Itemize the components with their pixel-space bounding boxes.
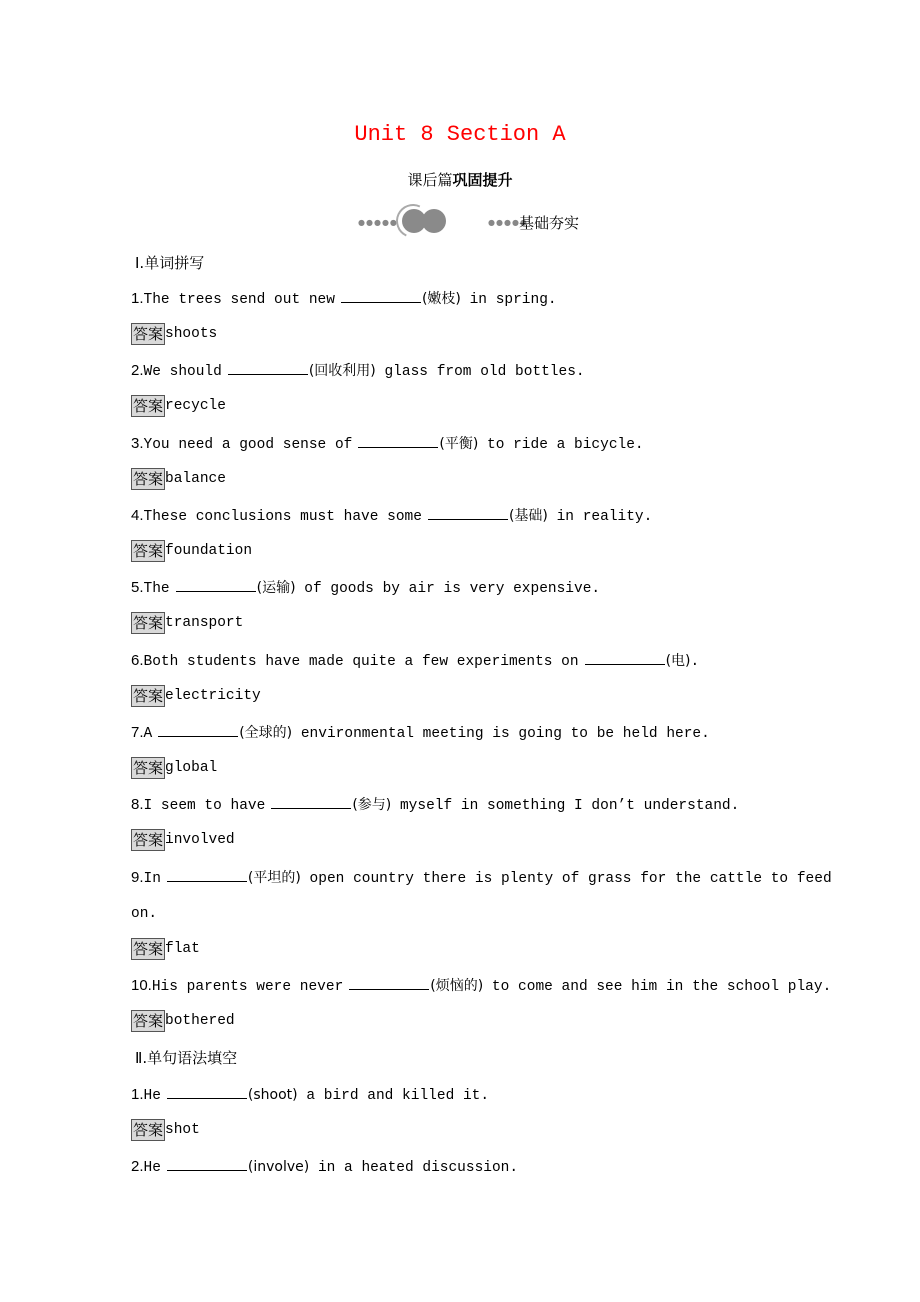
answer-label-badge[interactable]: 答案 <box>133 397 164 415</box>
answer-line <box>131 829 235 851</box>
circle-icon-right <box>422 209 446 233</box>
answer-label-badge[interactable]: 答案 <box>133 542 164 560</box>
question-number: 5. <box>131 579 144 596</box>
question-text-after: myself in something I don’t understand. <box>391 798 740 814</box>
answer-blank[interactable] <box>228 362 308 375</box>
answer-line <box>131 540 252 562</box>
dots-decoration-left: ●●●●● <box>358 218 398 227</box>
question-line <box>131 289 557 310</box>
answer-label-badge[interactable]: 答案 <box>133 1012 164 1030</box>
question-number: 1. <box>131 290 144 307</box>
answer-text: electricity <box>165 688 261 704</box>
answer-line <box>131 757 217 779</box>
answer-label-badge[interactable]: 答案 <box>133 614 164 632</box>
question-hint: (全球的) <box>239 725 293 741</box>
answer-text: global <box>165 760 218 776</box>
question-line <box>131 361 585 382</box>
question-text-before: The <box>143 581 170 597</box>
question-text-before: A <box>143 726 153 742</box>
banner-label: 基础夯实 <box>519 214 580 232</box>
answer-text: transport <box>165 615 244 631</box>
answer-label-badge[interactable]: 答案 <box>133 940 164 958</box>
question-number: 4. <box>131 507 144 524</box>
answer-line <box>131 1119 200 1141</box>
answer-line <box>131 612 243 634</box>
answer-line <box>131 685 261 707</box>
question-number: 6. <box>131 652 144 669</box>
question-hint: (回收利用) <box>308 363 376 379</box>
question-line <box>131 868 832 889</box>
question-text-before: He <box>143 1088 161 1104</box>
dots-decoration-right: ●●●●● <box>488 218 528 227</box>
question-hint: (嫩枝) <box>421 291 461 307</box>
question-text-after: to ride a bicycle. <box>478 437 644 453</box>
answer-line <box>131 395 226 417</box>
answer-text: recycle <box>165 398 226 414</box>
answer-blank[interactable] <box>341 290 421 303</box>
question-number: 1. <box>131 1086 144 1103</box>
question-line <box>131 795 739 816</box>
question-text-before: These conclusions must have some <box>143 509 422 525</box>
answer-blank[interactable] <box>167 1086 247 1099</box>
page-title: Unit 8 Section A <box>354 122 566 147</box>
section-heading-1: Ⅰ.单词拼写 <box>135 254 205 272</box>
question-hint: (基础) <box>508 508 548 524</box>
question-text-after: environmental meeting is going to be held here. <box>292 726 710 742</box>
answer-blank[interactable] <box>271 796 351 809</box>
subtitle-bold: 巩固提升 <box>452 171 513 189</box>
question-hint: (involve) <box>247 1159 310 1175</box>
answer-text: flat <box>165 941 200 957</box>
question-number: 2. <box>131 1158 144 1175</box>
question-line <box>131 976 831 997</box>
answer-text: bothered <box>165 1013 235 1029</box>
answer-blank[interactable] <box>358 435 438 448</box>
question-number: 2. <box>131 362 144 379</box>
question-hint: (运输) <box>256 580 296 596</box>
question-hint: (平坦的) <box>247 870 301 886</box>
question-text-after: glass from old bottles. <box>375 364 585 380</box>
answer-line <box>131 323 217 345</box>
answer-text: shoots <box>165 326 218 342</box>
question-line <box>131 651 699 672</box>
question-line <box>131 1157 518 1178</box>
question-hint: (平衡) <box>439 436 479 452</box>
question-number: 7. <box>131 724 144 741</box>
answer-label-badge[interactable]: 答案 <box>133 1121 164 1139</box>
question-number: 8. <box>131 796 144 813</box>
answer-label-badge[interactable]: 答案 <box>133 470 164 488</box>
answer-label-badge[interactable]: 答案 <box>133 687 164 705</box>
answer-text: foundation <box>165 543 253 559</box>
question-text-before: He <box>143 1160 161 1176</box>
question-number: 9. <box>131 869 144 886</box>
question-text-before: We should <box>143 364 222 380</box>
answer-blank[interactable] <box>428 507 508 520</box>
answer-blank[interactable] <box>349 977 429 990</box>
answer-text: involved <box>165 832 235 848</box>
answer-line <box>131 938 200 960</box>
answer-blank[interactable] <box>167 1158 247 1171</box>
question-line <box>131 578 600 599</box>
answer-blank[interactable] <box>585 652 665 665</box>
answer-line <box>131 468 226 490</box>
question-line <box>131 506 652 527</box>
subtitle-normal: 课后篇 <box>407 171 453 189</box>
question-line <box>131 434 644 455</box>
question-text-after: of goods by air is very expensive. <box>295 581 601 597</box>
question-text-before: His parents were never <box>151 979 344 995</box>
answer-blank[interactable] <box>158 724 238 737</box>
answer-text: balance <box>165 471 226 487</box>
question-text-after: in reality. <box>547 509 653 525</box>
answer-text: shot <box>165 1122 200 1138</box>
question-line-continued: on. <box>131 906 158 922</box>
section-heading-2: Ⅱ.单句语法填空 <box>135 1049 238 1067</box>
question-hint: (电) <box>665 653 691 669</box>
question-text-after: in spring. <box>460 292 557 308</box>
page-subtitle <box>0 169 920 190</box>
answer-line <box>131 1010 235 1032</box>
answer-blank[interactable] <box>167 869 247 882</box>
question-number: 10. <box>131 977 152 994</box>
answer-blank[interactable] <box>176 579 256 592</box>
answer-label-badge[interactable]: 答案 <box>133 325 164 343</box>
question-text-before: The trees send out new <box>143 292 335 308</box>
question-text-before: I seem to have <box>143 798 266 814</box>
question-line <box>131 1085 489 1106</box>
question-text-before: In <box>143 871 161 887</box>
question-number: 3. <box>131 435 144 452</box>
question-hint: (shoot) <box>247 1087 298 1103</box>
question-hint: (参与) <box>352 797 392 813</box>
question-text-after: . <box>690 654 700 670</box>
question-text-after: a bird and killed it. <box>297 1088 490 1104</box>
question-text-before: Both students have made quite a few experiments on <box>143 654 579 670</box>
section-banner <box>356 204 596 234</box>
answer-label-badge[interactable]: 答案 <box>133 759 164 777</box>
question-line <box>131 723 710 744</box>
question-text-after: to come and see him in the school play. <box>483 979 832 995</box>
question-text-after: open country there is plenty of grass for the cattle to feed <box>300 871 832 887</box>
answer-label-badge[interactable]: 答案 <box>133 831 164 849</box>
question-text-after: in a heated discussion. <box>309 1160 519 1176</box>
question-text-before: You need a good sense of <box>143 437 353 453</box>
question-hint: (烦恼的) <box>430 978 484 994</box>
